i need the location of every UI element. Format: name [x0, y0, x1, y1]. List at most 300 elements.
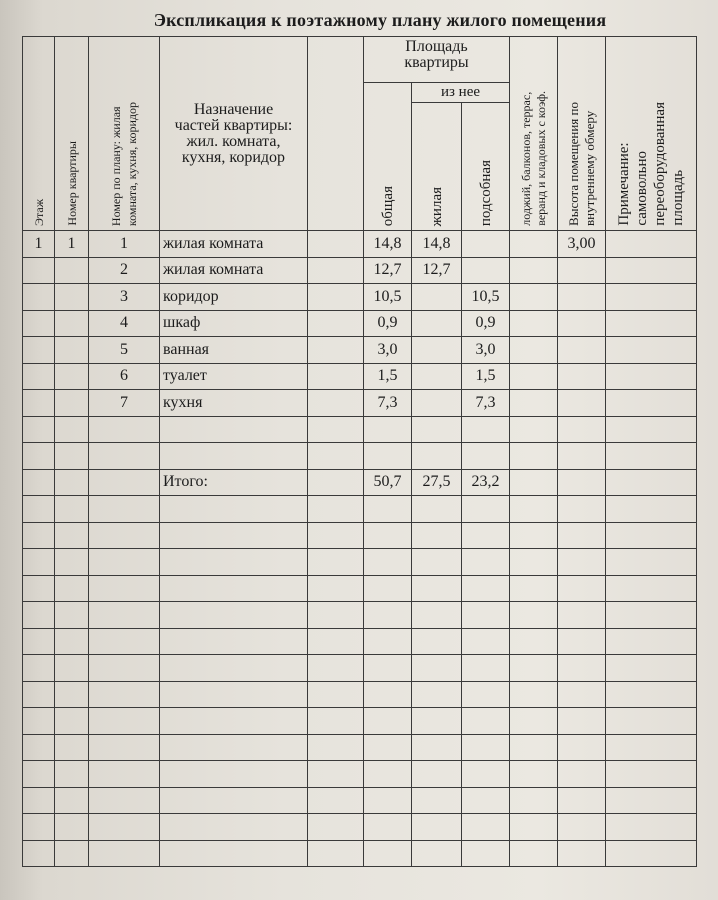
- cell-auxiliary-area: [462, 416, 510, 443]
- header-of-which: из нее: [412, 83, 510, 103]
- cell-note: [606, 469, 697, 496]
- cell-total-area: 1,5: [364, 363, 412, 390]
- table-row: [23, 416, 697, 443]
- cell-room-name: [160, 575, 308, 602]
- cell-blank: [308, 575, 364, 602]
- cell-floor: [23, 840, 55, 867]
- cell-auxiliary-area: [462, 787, 510, 814]
- cell-loggias: [510, 787, 558, 814]
- cell-loggias: [510, 257, 558, 284]
- cell-plan-number: [89, 734, 160, 761]
- cell-loggias: [510, 734, 558, 761]
- cell-total-area: [364, 496, 412, 523]
- cell-apartment: [55, 840, 89, 867]
- cell-loggias: [510, 840, 558, 867]
- cell-height: [558, 602, 606, 629]
- cell-note: [606, 522, 697, 549]
- cell-height: [558, 284, 606, 311]
- cell-note: [606, 761, 697, 788]
- cell-plan-number: [89, 496, 160, 523]
- cell-floor: [23, 284, 55, 311]
- cell-floor: [23, 416, 55, 443]
- cell-blank: [308, 416, 364, 443]
- cell-living-area: [412, 310, 462, 337]
- cell-total-area: [364, 787, 412, 814]
- cell-height: [558, 814, 606, 841]
- cell-note: [606, 337, 697, 364]
- cell-note: [606, 549, 697, 576]
- cell-auxiliary-area: [462, 549, 510, 576]
- table-row: [23, 257, 697, 284]
- empty-row: [23, 681, 697, 708]
- cell-room-name: кухня: [160, 390, 308, 417]
- cell-height: [558, 628, 606, 655]
- table-row: [23, 310, 697, 337]
- cell-height: [558, 337, 606, 364]
- cell-plan-number: 3: [89, 284, 160, 311]
- cell-apartment: [55, 496, 89, 523]
- cell-total-area: 0,9: [364, 310, 412, 337]
- document-title: Экспликация к поэтажному плану жилого помещения: [153, 10, 607, 30]
- cell-note: [606, 390, 697, 417]
- cell-note: [606, 708, 697, 735]
- cell-plan-number: [89, 443, 160, 470]
- cell-room-name: жилая комната: [160, 257, 308, 284]
- cell-note: [606, 840, 697, 867]
- cell-total-area: 10,5: [364, 284, 412, 311]
- cell-floor: [23, 602, 55, 629]
- cell-loggias: [510, 284, 558, 311]
- empty-row: [23, 655, 697, 682]
- header-room-height: Высота помещения по внутреннему обмеру: [558, 37, 606, 231]
- empty-row: [23, 840, 697, 867]
- cell-apartment: [55, 734, 89, 761]
- cell-plan-number: [89, 681, 160, 708]
- cell-room-name: [160, 628, 308, 655]
- cell-auxiliary-area: [462, 681, 510, 708]
- cell-apartment: [55, 814, 89, 841]
- cell-loggias: [510, 337, 558, 364]
- header-total-area: общая: [364, 83, 412, 231]
- cell-floor: [23, 708, 55, 735]
- cell-total-area: [364, 655, 412, 682]
- header-note: Примечание: самовольно переоборудованная площадь: [606, 37, 697, 231]
- cell-height: [558, 363, 606, 390]
- cell-loggias: [510, 549, 558, 576]
- cell-floor: [23, 549, 55, 576]
- cell-total-area: 3,0: [364, 337, 412, 364]
- cell-apartment: [55, 628, 89, 655]
- cell-note: [606, 734, 697, 761]
- header-blank: [308, 37, 364, 231]
- cell-note: [606, 363, 697, 390]
- cell-blank: [308, 602, 364, 629]
- cell-height: [558, 469, 606, 496]
- cell-height: [558, 390, 606, 417]
- cell-blank: [308, 284, 364, 311]
- cell-living-area: [412, 522, 462, 549]
- cell-room-name: [160, 787, 308, 814]
- cell-apartment: [55, 602, 89, 629]
- cell-note: [606, 496, 697, 523]
- cell-living-area: [412, 284, 462, 311]
- cell-auxiliary-area: [462, 655, 510, 682]
- cell-plan-number: [89, 628, 160, 655]
- cell-room-name: [160, 602, 308, 629]
- cell-note: [606, 284, 697, 311]
- header-living-area: жилая: [412, 103, 462, 231]
- cell-total-area: [364, 814, 412, 841]
- cell-total-area: [364, 840, 412, 867]
- cell-height: [558, 310, 606, 337]
- empty-row: [23, 761, 697, 788]
- cell-auxiliary-area: [462, 761, 510, 788]
- cell-auxiliary-area: [462, 522, 510, 549]
- table-row: [23, 337, 697, 364]
- cell-loggias: [510, 628, 558, 655]
- cell-apartment: [55, 390, 89, 417]
- cell-auxiliary-area: [462, 602, 510, 629]
- cell-total-area: 14,8: [364, 231, 412, 258]
- cell-auxiliary-area: [462, 257, 510, 284]
- cell-floor: [23, 681, 55, 708]
- cell-apartment: [55, 708, 89, 735]
- cell-floor: [23, 814, 55, 841]
- cell-total-area: [364, 681, 412, 708]
- cell-auxiliary-area: 0,9: [462, 310, 510, 337]
- explication-table: [22, 36, 697, 867]
- cell-room-name: ванная: [160, 337, 308, 364]
- table-row: [23, 390, 697, 417]
- cell-height: 3,00: [558, 231, 606, 258]
- cell-loggias: [510, 443, 558, 470]
- cell-total-area: [364, 575, 412, 602]
- cell-blank: [308, 310, 364, 337]
- cell-floor: [23, 761, 55, 788]
- table-row: [23, 231, 697, 258]
- cell-floor: [23, 469, 55, 496]
- empty-row: [23, 602, 697, 629]
- cell-note: [606, 257, 697, 284]
- cell-room-name: [160, 840, 308, 867]
- cell-plan-number: [89, 522, 160, 549]
- cell-height: [558, 496, 606, 523]
- cell-living-area: [412, 787, 462, 814]
- cell-apartment: [55, 416, 89, 443]
- table-row: [23, 363, 697, 390]
- header-purpose: Назначение частей квартиры: жил. комната, кухня, коридор: [160, 37, 308, 231]
- cell-loggias: [510, 681, 558, 708]
- cell-plan-number: [89, 416, 160, 443]
- cell-auxiliary-area: [462, 231, 510, 258]
- header-loggias: лоджий, балконов, террас, веранд и кладовых с коэф.: [510, 37, 558, 231]
- cell-loggias: [510, 416, 558, 443]
- cell-blank: [308, 443, 364, 470]
- cell-auxiliary-area: 7,3: [462, 390, 510, 417]
- cell-apartment: [55, 310, 89, 337]
- cell-living-area: 27,5: [412, 469, 462, 496]
- cell-auxiliary-area: [462, 575, 510, 602]
- cell-plan-number: [89, 602, 160, 629]
- cell-blank: [308, 681, 364, 708]
- cell-room-name: [160, 496, 308, 523]
- cell-note: [606, 787, 697, 814]
- header-auxiliary-area: подсобная: [462, 103, 510, 231]
- cell-floor: [23, 655, 55, 682]
- cell-loggias: [510, 363, 558, 390]
- cell-apartment: [55, 443, 89, 470]
- cell-note: [606, 602, 697, 629]
- table-row: [23, 284, 697, 311]
- cell-auxiliary-area: [462, 443, 510, 470]
- cell-living-area: [412, 496, 462, 523]
- cell-room-name: [160, 734, 308, 761]
- empty-row: [23, 496, 697, 523]
- cell-apartment: [55, 655, 89, 682]
- cell-total-area: [364, 549, 412, 576]
- cell-apartment: [55, 469, 89, 496]
- empty-row: [23, 734, 697, 761]
- cell-loggias: [510, 575, 558, 602]
- cell-loggias: [510, 761, 558, 788]
- cell-loggias: [510, 814, 558, 841]
- header-plan-number: Номер по плану: жилая комната, кухня, коридор: [89, 37, 160, 231]
- cell-blank: [308, 549, 364, 576]
- cell-room-name: [160, 761, 308, 788]
- cell-living-area: [412, 390, 462, 417]
- cell-plan-number: [89, 549, 160, 576]
- cell-height: [558, 443, 606, 470]
- cell-plan-number: [89, 575, 160, 602]
- cell-blank: [308, 363, 364, 390]
- cell-height: [558, 416, 606, 443]
- header-floor: Этаж: [23, 37, 55, 231]
- cell-loggias: [510, 522, 558, 549]
- cell-apartment: [55, 761, 89, 788]
- cell-total-area: [364, 416, 412, 443]
- cell-blank: [308, 761, 364, 788]
- cell-apartment: [55, 575, 89, 602]
- cell-plan-number: [89, 761, 160, 788]
- cell-blank: [308, 708, 364, 735]
- cell-note: [606, 655, 697, 682]
- cell-blank: [308, 390, 364, 417]
- cell-height: [558, 761, 606, 788]
- cell-auxiliary-area: [462, 734, 510, 761]
- cell-total-area: 7,3: [364, 390, 412, 417]
- cell-living-area: 12,7: [412, 257, 462, 284]
- cell-room-name: Итого:: [160, 469, 308, 496]
- cell-blank: [308, 734, 364, 761]
- cell-height: [558, 655, 606, 682]
- cell-height: [558, 734, 606, 761]
- cell-floor: [23, 363, 55, 390]
- cell-room-name: коридор: [160, 284, 308, 311]
- cell-living-area: [412, 814, 462, 841]
- cell-note: [606, 575, 697, 602]
- cell-note: [606, 310, 697, 337]
- cell-auxiliary-area: [462, 708, 510, 735]
- cell-floor: 1: [23, 231, 55, 258]
- cell-auxiliary-area: [462, 814, 510, 841]
- cell-height: [558, 787, 606, 814]
- cell-room-name: [160, 416, 308, 443]
- cell-apartment: [55, 681, 89, 708]
- cell-floor: [23, 787, 55, 814]
- cell-auxiliary-area: 10,5: [462, 284, 510, 311]
- cell-floor: [23, 734, 55, 761]
- cell-living-area: [412, 628, 462, 655]
- cell-living-area: [412, 681, 462, 708]
- cell-total-area: [364, 522, 412, 549]
- empty-row: [23, 708, 697, 735]
- empty-row: [23, 575, 697, 602]
- cell-auxiliary-area: [462, 628, 510, 655]
- cell-note: [606, 416, 697, 443]
- cell-apartment: [55, 522, 89, 549]
- cell-floor: [23, 337, 55, 364]
- cell-plan-number: [89, 814, 160, 841]
- cell-note: [606, 681, 697, 708]
- cell-floor: [23, 257, 55, 284]
- cell-room-name: шкаф: [160, 310, 308, 337]
- empty-row: [23, 549, 697, 576]
- cell-blank: [308, 787, 364, 814]
- cell-floor: [23, 575, 55, 602]
- cell-loggias: [510, 390, 558, 417]
- cell-room-name: [160, 681, 308, 708]
- cell-blank: [308, 814, 364, 841]
- cell-blank: [308, 628, 364, 655]
- cell-note: [606, 443, 697, 470]
- cell-floor: [23, 310, 55, 337]
- cell-living-area: [412, 734, 462, 761]
- table-row: [23, 469, 697, 496]
- cell-loggias: [510, 496, 558, 523]
- cell-loggias: [510, 655, 558, 682]
- empty-row: [23, 522, 697, 549]
- cell-floor: [23, 496, 55, 523]
- cell-living-area: [412, 602, 462, 629]
- cell-loggias: [510, 231, 558, 258]
- cell-apartment: 1: [55, 231, 89, 258]
- cell-apartment: [55, 363, 89, 390]
- cell-total-area: [364, 443, 412, 470]
- cell-room-name: [160, 443, 308, 470]
- cell-blank: [308, 257, 364, 284]
- cell-room-name: туалет: [160, 363, 308, 390]
- cell-room-name: жилая комната: [160, 231, 308, 258]
- cell-loggias: [510, 602, 558, 629]
- cell-apartment: [55, 284, 89, 311]
- cell-living-area: [412, 337, 462, 364]
- cell-room-name: [160, 708, 308, 735]
- cell-note: [606, 628, 697, 655]
- cell-blank: [308, 231, 364, 258]
- cell-plan-number: [89, 840, 160, 867]
- cell-blank: [308, 522, 364, 549]
- cell-height: [558, 575, 606, 602]
- cell-blank: [308, 655, 364, 682]
- cell-apartment: [55, 787, 89, 814]
- cell-height: [558, 681, 606, 708]
- cell-total-area: [364, 602, 412, 629]
- cell-living-area: [412, 443, 462, 470]
- header-apartment-number: Номер квартиры: [55, 37, 89, 231]
- cell-total-area: [364, 761, 412, 788]
- cell-room-name: [160, 522, 308, 549]
- cell-auxiliary-area: 1,5: [462, 363, 510, 390]
- cell-living-area: [412, 416, 462, 443]
- cell-living-area: [412, 840, 462, 867]
- cell-loggias: [510, 310, 558, 337]
- cell-living-area: [412, 655, 462, 682]
- cell-blank: [308, 337, 364, 364]
- cell-plan-number: [89, 787, 160, 814]
- cell-auxiliary-area: [462, 840, 510, 867]
- cell-living-area: [412, 761, 462, 788]
- cell-blank: [308, 496, 364, 523]
- cell-plan-number: 4: [89, 310, 160, 337]
- cell-plan-number: 2: [89, 257, 160, 284]
- cell-total-area: [364, 628, 412, 655]
- cell-note: [606, 231, 697, 258]
- cell-height: [558, 522, 606, 549]
- cell-room-name: [160, 655, 308, 682]
- cell-plan-number: 5: [89, 337, 160, 364]
- cell-total-area: [364, 708, 412, 735]
- cell-floor: [23, 443, 55, 470]
- cell-floor: [23, 390, 55, 417]
- empty-row: [23, 787, 697, 814]
- cell-floor: [23, 628, 55, 655]
- cell-plan-number: 1: [89, 231, 160, 258]
- cell-floor: [23, 522, 55, 549]
- empty-row: [23, 814, 697, 841]
- table-row: [23, 443, 697, 470]
- cell-living-area: [412, 549, 462, 576]
- cell-total-area: [364, 734, 412, 761]
- cell-height: [558, 257, 606, 284]
- cell-total-area: 50,7: [364, 469, 412, 496]
- cell-plan-number: 6: [89, 363, 160, 390]
- cell-plan-number: 7: [89, 390, 160, 417]
- cell-apartment: [55, 257, 89, 284]
- cell-living-area: [412, 363, 462, 390]
- cell-auxiliary-area: 23,2: [462, 469, 510, 496]
- cell-loggias: [510, 708, 558, 735]
- cell-living-area: [412, 575, 462, 602]
- cell-auxiliary-area: 3,0: [462, 337, 510, 364]
- cell-auxiliary-area: [462, 496, 510, 523]
- cell-living-area: 14,8: [412, 231, 462, 258]
- cell-room-name: [160, 814, 308, 841]
- header-area: Площадь квартиры: [364, 37, 510, 83]
- cell-height: [558, 840, 606, 867]
- cell-height: [558, 708, 606, 735]
- cell-room-name: [160, 549, 308, 576]
- cell-total-area: 12,7: [364, 257, 412, 284]
- empty-row: [23, 628, 697, 655]
- cell-loggias: [510, 469, 558, 496]
- cell-note: [606, 814, 697, 841]
- cell-plan-number: [89, 469, 160, 496]
- cell-height: [558, 549, 606, 576]
- cell-apartment: [55, 337, 89, 364]
- cell-plan-number: [89, 655, 160, 682]
- cell-living-area: [412, 708, 462, 735]
- cell-blank: [308, 469, 364, 496]
